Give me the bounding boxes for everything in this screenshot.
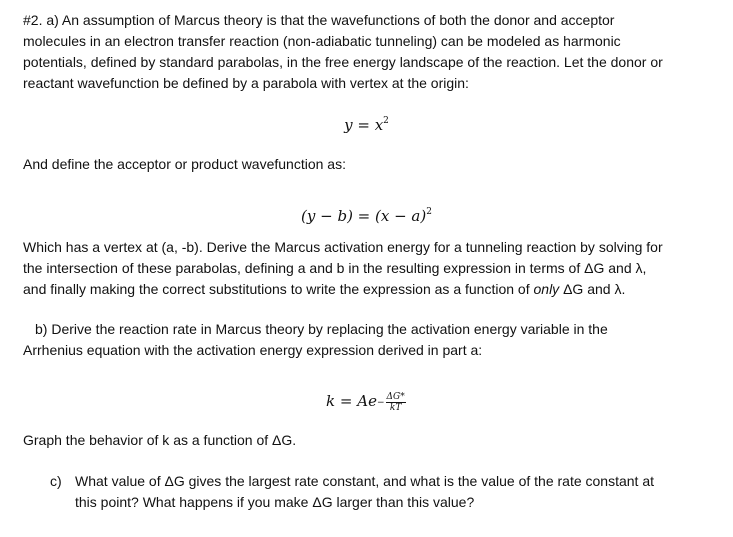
exponent-denominator: kT [389,403,402,413]
part-b-line-2: Arrhenius equation with the activation energy expression derived in part a: [23,342,483,358]
part-a-body-line-1: Which has a vertex at (a, -b). Derive the Marcus activation energy for a tunneling reaction by solving for [23,239,663,255]
part-a-line-2: molecules in an electron transfer reaction (non-adiabatic tunneling) can be modeled as harmonic [23,33,621,49]
part-c-marker: c) [50,473,62,489]
equation-3-lhs: k = Ae [326,392,377,410]
part-c-item [50,471,690,513]
part-a-line-1: #2. a) An assumption of Marcus theory is that the wavefunctions of both the donor and acceptor [23,12,615,28]
part-a-body-line-3 [23,279,703,300]
part-a-line-3: potentials, defined by standard parabolas, in the free energy landscape of the reaction. Let the donor or [23,54,663,70]
equation-product-parabola [0,207,733,225]
part-a-intro [23,10,703,94]
part-b-intro [23,319,715,361]
equation-2-power: 2 [426,207,432,217]
part-a-line-4: reactant wavefunction be defined by a parabola with vertex at the origin: [23,75,469,91]
define-acceptor-text [23,154,703,175]
part-c-line-2: this point? What happens if you make ΔG larger than this value? [75,494,475,510]
exponent-numerator: ΔG* [386,392,405,402]
last-line-prefix: and finally making the correct substitutions to write the expression as a function of [23,281,534,297]
equation-arrhenius [0,392,733,413]
part-a-body [23,237,703,300]
equation-1-lhs: y = x [344,116,384,134]
last-line-emphasis: only [533,281,560,297]
last-line-suffix: ΔG and λ. [559,281,626,297]
define-acceptor-line: And define the acceptor or product wavefunction as: [23,156,346,172]
part-a-body-line-2: the intersection of these parabolas, defining a and b in the resulting expression in terms of ΔG and λ, [23,260,647,276]
equation-2-body: (y − b) = (x − a) [301,207,427,225]
part-b-line-1: b) Derive the reaction rate in Marcus theory by replacing the activation energy variable in the [35,321,608,337]
graph-instruction [23,430,703,451]
exponent-minus: − [376,397,385,408]
part-c-line-1: What value of ΔG gives the largest rate constant, and what is the value of the rate constant at [75,473,655,489]
equation-reactant-parabola [0,116,733,134]
part-c-text [75,471,695,513]
equation-1-power: 2 [383,116,389,126]
graph-instruction-line: Graph the behavior of k as a function of ΔG. [23,432,297,448]
